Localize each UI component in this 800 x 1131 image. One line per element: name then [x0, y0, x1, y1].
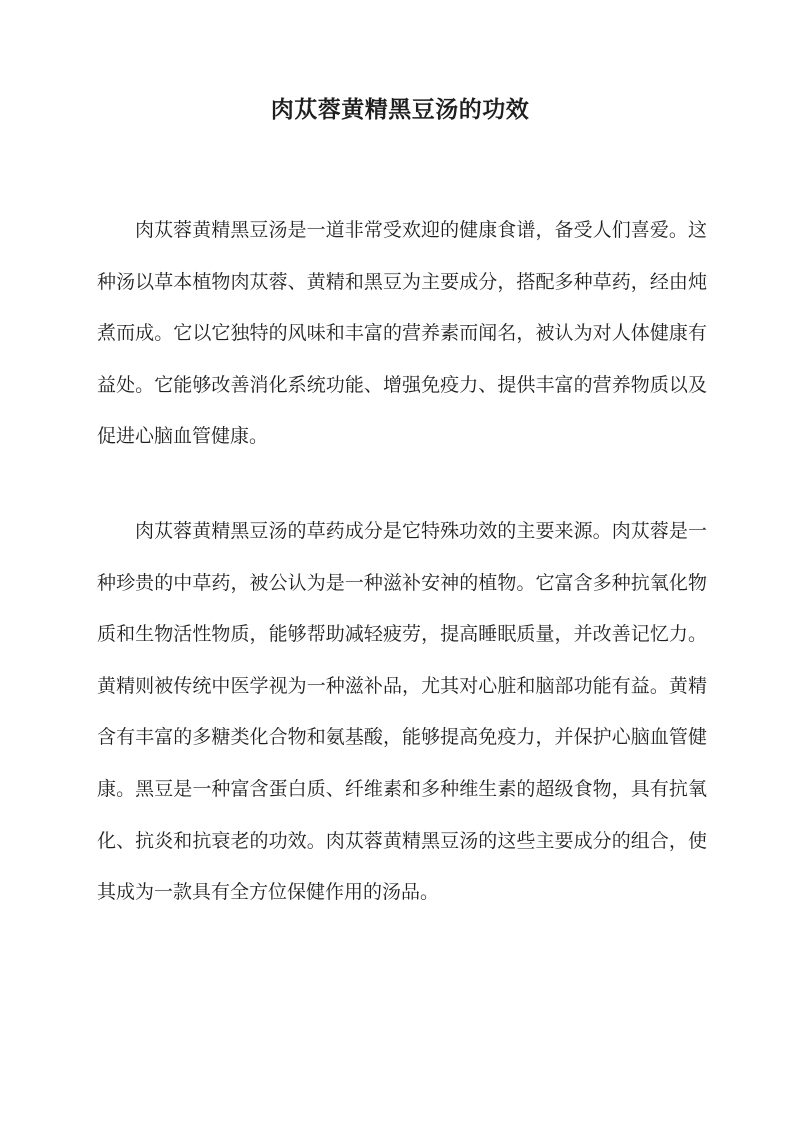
document-title: 肉苁蓉黄精黑豆汤的功效 — [270, 96, 530, 123]
paragraph-intro: 肉苁蓉黄精黑豆汤是一道非常受欢迎的健康食谱，备受人们喜爱。这种汤以草本植物肉苁蓉、黄精和黑豆为主要成分，搭配多种草药，经由炖煮而成。它以它独特的风味和丰富的营养素而闻名，被认为对人体健康有益处。它能够改善消化系统功能、增强免疫力、提供丰富的营养物质以及促进心脑血管健康。 — [97, 219, 707, 448]
paragraph-ingredients: 肉苁蓉黄精黑豆汤的草药成分是它特殊功效的主要来源。肉苁蓉是一种珍贵的中草药，被公认为是一种滋补安神的植物。它富含多种抗氧化物质和生物活性物质，能够帮助减轻疲劳，提高睡眠质量，并改善记忆力。黄精则被传统中医学视为一种滋补品，尤其对心脏和脑部功能有益。黄精含有丰富的多糖类化合物和氨基酸，能够提高免疫力，并保护心脑血管健康。黑豆是一种富含蛋白质、纤维素和多种维生素的超级食物，具有抗氧化、抗炎和抗衰老的功效。肉苁蓉黄精黑豆汤的这些主要成分的组合，使其成为一款具有全方位保健作用的汤品。 — [97, 520, 707, 904]
